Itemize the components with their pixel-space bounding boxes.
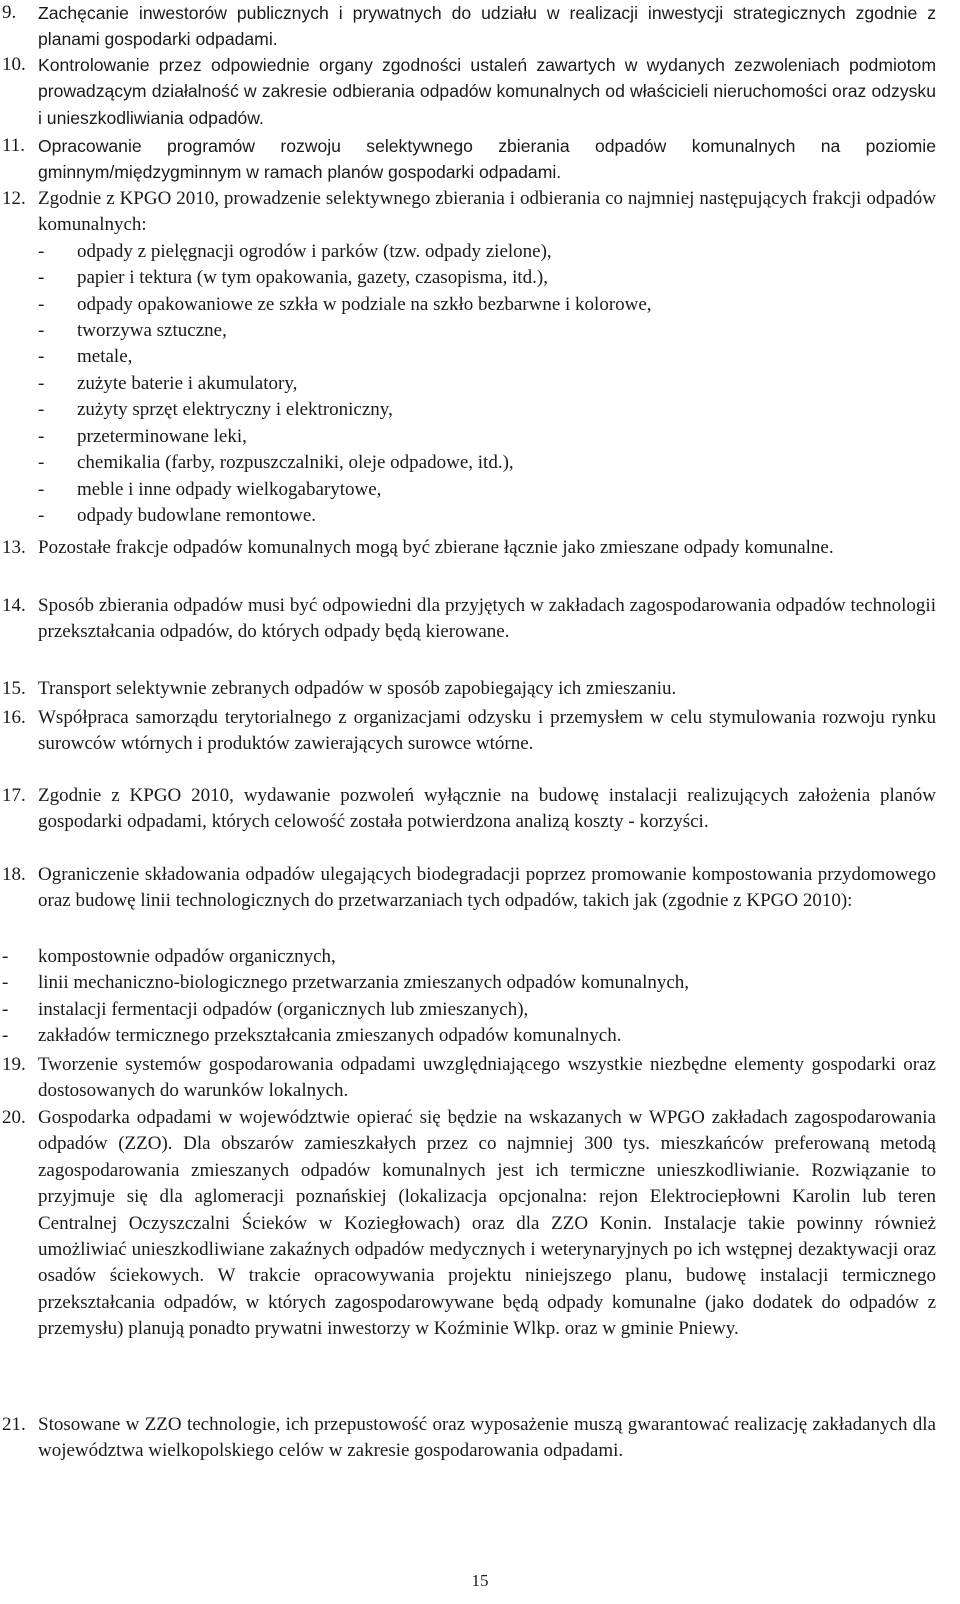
- item-text: Opracowanie programów rozwoju selektywnego zbierania odpadów komunalnych na poziomie gminnym/międzygminnym w ramach planów gospodarki odpadami.: [38, 136, 936, 183]
- sub-item-text: chemikalia (farby, rozpuszczalniki, oleje odpadowe, itd.),: [77, 452, 514, 473]
- sub-item-text: zużyte baterie i akumulatory,: [77, 373, 298, 394]
- item-number: 17.: [2, 785, 26, 806]
- sub-item-text: zakładów termicznego przekształcania zmieszanych odpadów komunalnych.: [38, 1025, 622, 1046]
- item-text: Tworzenie systemów gospodarowania odpadami uwzględniającego wszystkie niezbędne elementy gospodarki oraz dostosowanych do warunków lokalnych.: [38, 1054, 936, 1102]
- page-number: 15: [471, 1571, 489, 1590]
- item-number: 15.: [2, 678, 26, 699]
- sub-item-text: instalacji fermentacji odpadów (organicznych lub zmieszanych),: [38, 999, 529, 1020]
- item-text: Kontrolowanie przez odpowiednie organy zgodności ustaleń zawartych w wydanych zezwoleniach podmiotom prowadzącym działalność w zakresie odbierania odpadów komunalnych od właścicieli nieruchomości oraz odzysku i unieszkodliwiania odpadów.: [38, 55, 936, 128]
- item-number: 11.: [2, 135, 26, 156]
- item-text: Zachęcanie inwestorów publicznych i prywatnych do udziału w realizacji inwestycji strategicznych zgodnie z planami gospodarki odpadami.: [38, 3, 936, 50]
- item-text: Transport selektywnie zebranych odpadów w sposób zapobiegający ich zmieszaniu.: [38, 678, 677, 699]
- sub-item-text: przeterminowane leki,: [77, 426, 247, 447]
- item-text: Stosowane w ZZO technologie, ich przepustowość oraz wyposażenie muszą gwarantować realizację zakładanych dla województwa wielkopolskiego celów w zakresie gospodarowania odpadami.: [38, 1414, 936, 1462]
- sub-item-text: odpady budowlane remontowe.: [77, 505, 317, 526]
- item-text: Ograniczenie składowania odpadów ulegających biodegradacji poprzez promowanie kompostowania przydomowego oraz budowę linii technologicznych do przetwarzaniach tych odpadów, takich jak (zgodnie z KPGO 2010):: [38, 864, 936, 912]
- item-number: 9.: [2, 2, 17, 23]
- sub-item-text: odpady opakowaniowe ze szkła w podziale na szkło bezbarwne i kolorowe,: [77, 294, 652, 315]
- item-text: Współpraca samorządu terytorialnego z organizacjami odzysku i przemysłem w celu stymulowania rozwoju rynku surowców wtórnych i produktów zawierających surowce wtórne.: [38, 707, 936, 755]
- document-page: 9. Zachęcanie inwestorów publicznych i prywatnych do udziału w realizacji inwestycji strategicznych zgodnie z planami gospodarki odpadami. 10. Kontrolowanie przez odpowiednie organy zgodności ustaleń zawartych w wydanych zezwoleniach podmiotom prowadzącym działalność w zakresie odbierania odpadów komunalnych od właścicieli nieruchomości oraz odzysku i unieszkodliwiania odpadów. 11. Opracowanie programów rozwoju selektywnego zbierania odpadów komunalnych na poziomie gminnym/międzygminnym w ramach planów gospodarki odpadami. 12. Zgodnie z KPGO 2010, prowadzenie selektywnego zbierania i odbierania co najmniej następujących frakcji odpadów komunalnych: - odpady z pielęgnacji ogrodów i parków (tzw. odpady zielone), - papier i tektura (w tym opakowania, gazety, czasopisma, itd.), - odpady opakowaniowe ze szkła w podziale na szkło bezbarwne i kolorowe, - tworzywa sztuczne, - metale, - zużyte baterie i akumulatory, - zużyty sprzęt elektryczny i elektroniczny, - przeterminowane leki, - chemikalia (farby, rozpuszczalniki, oleje odpadowe, itd.), - meble i inne odpady wielkogabarytowe, - odpady budowlane remontowe. 13. Pozostałe frakcje odpadów komunalnych mogą być zbierane łącznie jako zmieszane odpady komunalne. 14. Sposób zbierania odpadów musi być odpowiedni dla przyjętych w zakładach zagospodarowania odpadów technologii przekształcania odpadów, do których odpady będą kierowane. 15. Transport selektywnie zebranych odpadów w sposób zapobiegający ich zmieszaniu. 16. Współpraca samorządu terytorialnego z organizacjami odzysku i przemysłem w celu stymulowania rozwoju rynku surowców wtórnych i produktów zawierających surowce wtórne. 17. Zgodnie z KPGO 2010, wydawanie pozwoleń wyłącznie na budowę instalacji realizujących założenia planów gospodarki odpadami, których celowość została potwierdzona analizą koszty - korzyści. 18. Ograniczenie składowania odpadów ulegających biodegradacji poprzez promowanie kompostowania przydomowego oraz budowę linii technologicznych do przetwarzaniach tych odpadów, takich jak (zgodnie z KPGO 2010): - kompostownie odpadów organicznych, - linii mechaniczno-biologicznego przetwarzania zmieszanych odpadów komunalnych, - instalacji fermentacji odpadów (organicznych lub zmieszanych), - zakładów termicznego przekształcania zmieszanych odpadów komunalnych. 19. Tworzenie systemów gospodarowania odpadami uwzględniającego wszystkie niezbędne elementy gospodarki oraz dostosowanych do warunków lokalnych. 20. Gospodarka odpadami w województwie opierać się będzie na wskazanych w WPGO zakładach zagospodarowania odpadów (ZZO). Dla obszarów zamieszkałych przez co najmniej 300 tys. mieszkańców preferowaną metodą zagospodarowania zmieszanych odpadów komunalnych jest ich termiczne unieszkodliwianie. Rozwiązanie to przyjmuje się dla aglomeracji poznańskiej (lokalizacja opcjonalna: rejon Elektrociepłowni Karolin lub teren Centralnej Oczyszczalni Ścieków w Koziegłowach) oraz dla ZZO Konin. Instalacje takie powinny również umożliwiać unieszkodliwiane zakaźnych odpadów medycznych i weterynaryjnych po ich wstępnej dezaktywacji oraz osadów ściekowych. W trakcie opracowywania projektu niniejszego planu, budowę instalacji termicznego przekształcania odpadów, w których zagospodarowywane będą odpady komunalne (jako dodatek do odpadów z przemysłu) planują ponadto prywatni inwestorzy w Koźminie Wlkp. oraz w gminie Pniewy. 21. Stosowane w ZZO technologie, ich przepustowość oraz wyposażenie muszą gwarantować realizację zakładanych dla województwa wielkopolskiego celów w zakresie gospodarowania odpadami. 15: [0, 0, 960, 1604]
- item-text: Gospodarka odpadami w województwie opierać się będzie na wskazanych w WPGO zakładach zagospodarowania odpadów (ZZO). Dla obszarów zamieszkałych przez co najmniej 300 tys. mieszkańców preferowaną metodą zagospodarowania zmieszanych odpadów komunalnych jest ich termiczne unieszkodliwianie. Rozwiązanie to przyjmuje się dla aglomeracji poznańskiej (lokalizacja opcjonalna: rejon Elektrociepłowni Karolin lub teren Centralnej Oczyszczalni Ścieków w Koziegłowach) oraz dla ZZO Konin. Instalacje takie powinny również umożliwiać unieszkodliwiane zakaźnych odpadów medycznych i weterynaryjnych po ich wstępnej dezaktywacji oraz osadów ściekowych. W trakcie opracowywania projektu niniejszego planu, budowę instalacji termicznego przekształcania odpadów, w których zagospodarowywane będą odpady komunalne (jako dodatek do odpadów z przemysłu) planują ponadto prywatni inwestorzy w Koźminie Wlkp. oraz w gminie Pniewy.: [38, 1107, 936, 1340]
- sub-item-text: kompostownie odpadów organicznych,: [38, 946, 336, 967]
- sub-item-text: odpady z pielęgnacji ogrodów i parków (tzw. odpady zielone),: [77, 241, 552, 262]
- item-number: 20.: [2, 1107, 26, 1128]
- sub-item-text: tworzywa sztuczne,: [77, 320, 227, 341]
- item-number: 18.: [2, 864, 26, 885]
- sub-item-text: metale,: [77, 346, 133, 367]
- item-text: Zgodnie z KPGO 2010, prowadzenie selektywnego zbierania i odbierania co najmniej następujących frakcji odpadów komunalnych:: [38, 188, 936, 236]
- sub-item-text: zużyty sprzęt elektryczny i elektroniczny,: [77, 399, 393, 420]
- sub-item-text: papier i tektura (w tym opakowania, gazety, czasopisma, itd.),: [77, 267, 548, 288]
- item-number: 12.: [2, 188, 26, 209]
- item-number: 13.: [2, 537, 26, 558]
- item-number: 19.: [2, 1054, 26, 1075]
- item-number: 16.: [2, 707, 26, 728]
- sub-item-text: linii mechaniczno-biologicznego przetwarzania zmieszanych odpadów komunalnych,: [38, 972, 690, 993]
- item-text: Pozostałe frakcje odpadów komunalnych mogą być zbierane łącznie jako zmieszane odpady komunalne.: [38, 537, 834, 558]
- item-text: Sposób zbierania odpadów musi być odpowiedni dla przyjętych w zakładach zagospodarowania odpadów technologii przekształcania odpadów, do których odpady będą kierowane.: [38, 595, 936, 643]
- sub-item-text: meble i inne odpady wielkogabarytowe,: [77, 479, 382, 500]
- item-text: Zgodnie z KPGO 2010, wydawanie pozwoleń wyłącznie na budowę instalacji realizujących założenia planów gospodarki odpadami, których celowość została potwierdzona analizą koszty - korzyści.: [38, 785, 936, 833]
- item-number: 21.: [2, 1414, 26, 1435]
- item-number: 14.: [2, 595, 26, 616]
- item-number: 10.: [2, 54, 26, 75]
